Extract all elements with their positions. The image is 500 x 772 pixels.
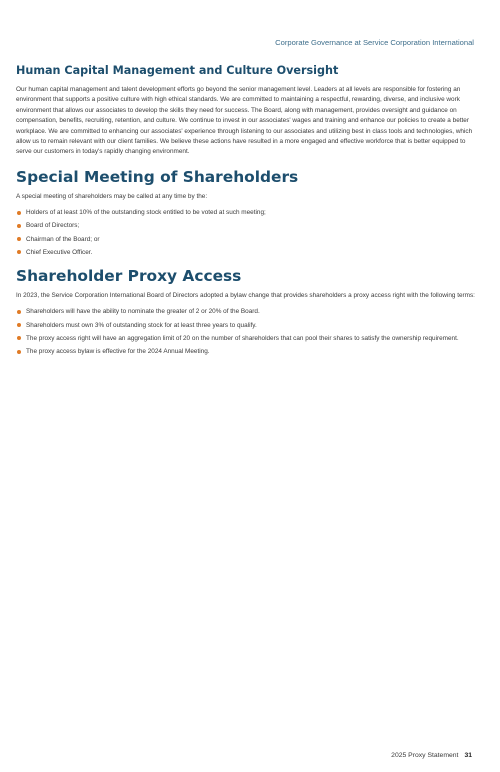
footer-doc-title: 2025 Proxy Statement (391, 752, 459, 759)
page-number: 31 (464, 752, 472, 759)
bullet-dot-icon (17, 237, 21, 241)
list-item (16, 221, 480, 230)
bullet-dot-icon (17, 310, 21, 314)
bullet-dot-icon (17, 336, 21, 340)
human-capital-paragraph: Our human capital management and talent development efforts go beyond the senior management level. Leaders at all levels are responsible for fostering an environment that supports a positive culture with high ethical standards. We are committed to maintaining a respectful, rewarding, diverse, and inclusive work environment that allows our associates to develop the skills they need for success. The Board, along with management, provides oversight and guidance on compensation, benefits, recruiting, retention, and culture. We continue to invest in our associates' wages and training and enhance our policies to create a better workplace. We are committed to enhancing our associates' experience through listening to our associates and utilizing best in class tools and technologies, which allow us to remain relevant with our client families. We believe these actions have resulted in a more engaged and effective workforce that is better equipped to serve our customers in today's rapidly changing environment. (16, 86, 473, 156)
list-item-text: Holders of at least 10% of the outstanding stock entitled to be voted at such meeting; (26, 209, 266, 217)
bullet-dot-icon (17, 224, 21, 228)
list-item-text: The proxy access bylaw is effective for the 2024 Annual Meeting. (26, 348, 210, 356)
list-item-text: Chairman of the Board; or (26, 235, 100, 243)
proxy-access-heading: Shareholder Proxy Access (16, 267, 242, 286)
special-meeting-heading: Special Meeting of Shareholders (16, 167, 299, 186)
list-item-text: Chief Executive Officer. (26, 248, 93, 256)
list-item (16, 347, 480, 356)
list-item (16, 307, 480, 316)
proxy-access-intro: In 2023, the Service Corporation International Board of Directors adopted a bylaw change that provides shareholders a proxy access right with the following terms: (16, 292, 475, 300)
page-footer (391, 752, 472, 759)
list-item-text: Shareholders will have the ability to nominate the greater of 2 or 20% of the Board. (26, 308, 260, 316)
page-content (16, 64, 480, 362)
list-item (16, 334, 480, 343)
running-header: Corporate Governance at Service Corporation International (275, 38, 474, 47)
list-item-text: Board of Directors; (26, 222, 80, 230)
list-item-text: Shareholders must own 3% of outstanding stock for at least three years to qualify. (26, 321, 257, 329)
bullet-dot-icon (17, 350, 21, 354)
bullet-dot-icon (17, 211, 21, 215)
bullet-dot-icon (17, 250, 21, 254)
list-item (16, 248, 480, 257)
bullet-dot-icon (17, 323, 21, 327)
list-item (16, 235, 480, 244)
human-capital-heading: Human Capital Management and Culture Oversight (16, 64, 339, 77)
list-item-text: The proxy access right will have an aggregation limit of 20 on the number of shareholders that can pool their shares to satisfy the ownership requirement. (26, 334, 459, 342)
special-meeting-intro: A special meeting of shareholders may be called at any time by the: (16, 192, 208, 200)
special-meeting-list (16, 208, 480, 257)
list-item (16, 208, 480, 217)
list-item (16, 321, 480, 330)
proxy-access-list (16, 307, 480, 356)
